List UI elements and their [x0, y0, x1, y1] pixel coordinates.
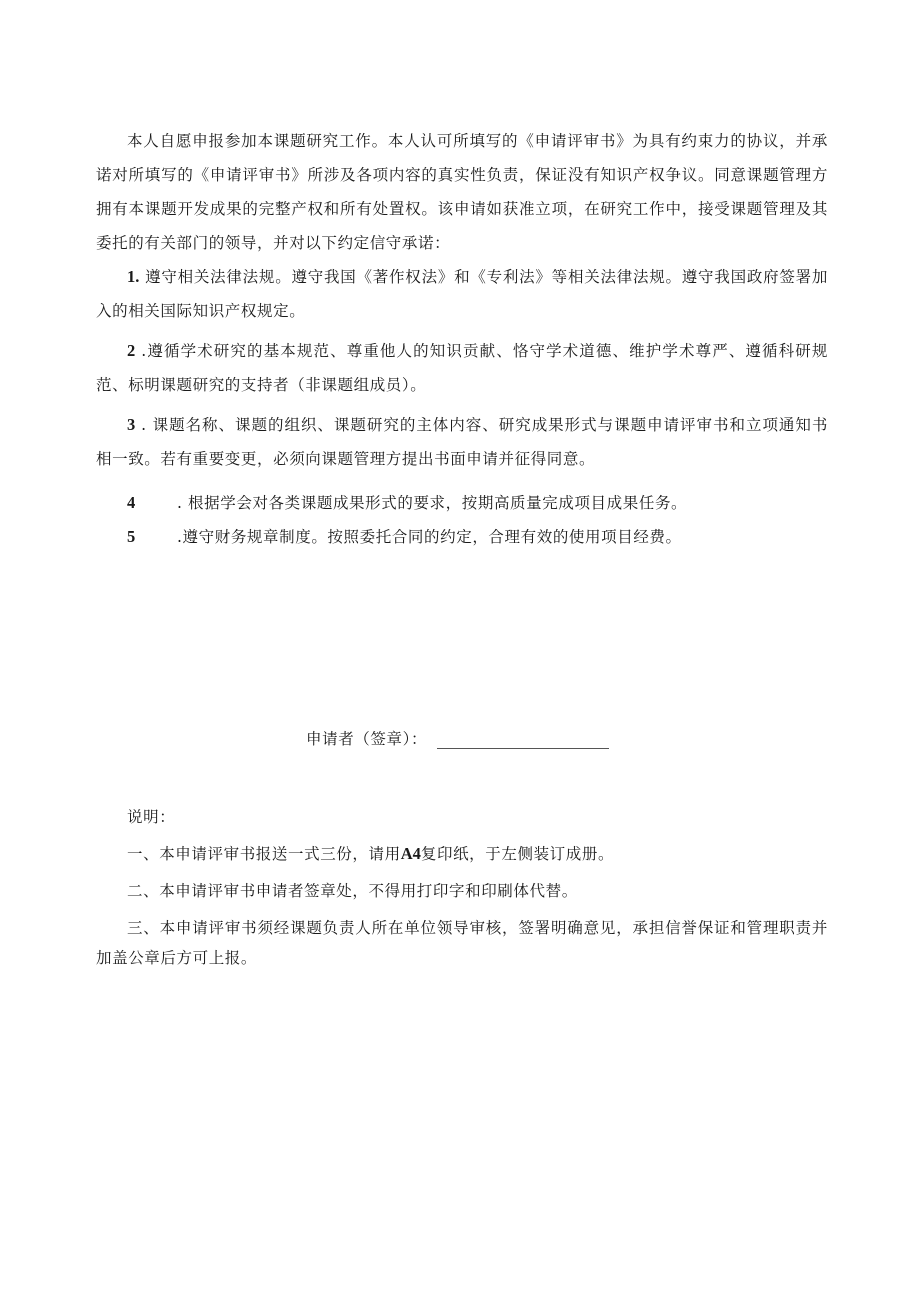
item-number: 1. — [127, 267, 140, 286]
pledge-item-3 — [96, 408, 828, 476]
note-item-1 — [96, 839, 828, 869]
pledge-item-5 — [96, 520, 828, 554]
pledge-item-4 — [96, 486, 828, 520]
note-item-2: 二、本申请评审书申请者签章处，不得用打印字和印刷体代替。 — [127, 882, 578, 900]
notes-heading: 说明： — [127, 808, 176, 826]
item-number: 2 — [127, 341, 136, 360]
signature-label: 申请者（签章）： — [306, 730, 428, 748]
pledge-intro: 本人自愿申报参加本课题研究工作。本人认可所填写的《申请评审书》为具有约束力的协议，并承诺对所填写的《申请评审书》所涉及各项内容的真实性负责，保证没有知识产权争议。同意课题管理方拥有本课题开发成果的完整产权和所有处置权。该申请如获准立项，在研究工作中，接受课题管理及其委托的有关部门的领导，并对以下约定信守承诺： — [96, 132, 828, 252]
pledge-item-2 — [96, 334, 828, 402]
pledge-item-1 — [96, 260, 828, 328]
item-number: 3 — [127, 415, 136, 434]
notes-section — [96, 802, 828, 973]
paper-size: A4 — [400, 844, 421, 863]
pledge-section — [96, 124, 828, 554]
item-text: .遵循学术研究的基本规范、尊重他人的知识贡献、恪守学术道德、维护学术尊严、遵循科研规范、标明课题研究的支持者（非课题组成员）。 — [96, 342, 828, 394]
item-number: 4 — [127, 493, 136, 512]
item-number: 5 — [127, 527, 136, 546]
signature-line[interactable] — [437, 728, 609, 749]
note-text: 复印纸，于左侧装订成册。 — [420, 845, 615, 863]
signature-row — [306, 727, 609, 749]
item-text: . 根据学会对各类课题成果形式的要求，按期高质量完成项目成果任务。 — [177, 494, 688, 512]
item-text: 遵守相关法律法规。遵守我国《著作权法》和《专利法》等相关法律法规。遵守我国政府签署加入的相关国际知识产权规定。 — [96, 268, 829, 320]
item-text: .遵守财务规章制度。按照委托合同的约定，合理有效的使用项目经费。 — [177, 528, 682, 546]
note-text: 一、本申请评审书报送一式三份，请用 — [127, 845, 401, 863]
note-item-3: 三、本申请评审书须经课题负责人所在单位领导审核，签署明确意见，承担信誉保证和管理职责并加盖公章后方可上报。 — [96, 919, 828, 967]
item-text: . 课题名称、课题的组织、课题研究的主体内容、研究成果形式与课题申请评审书和立项通知书相一致。若有重要变更，必须向课题管理方提出书面申请并征得同意。 — [96, 416, 828, 468]
